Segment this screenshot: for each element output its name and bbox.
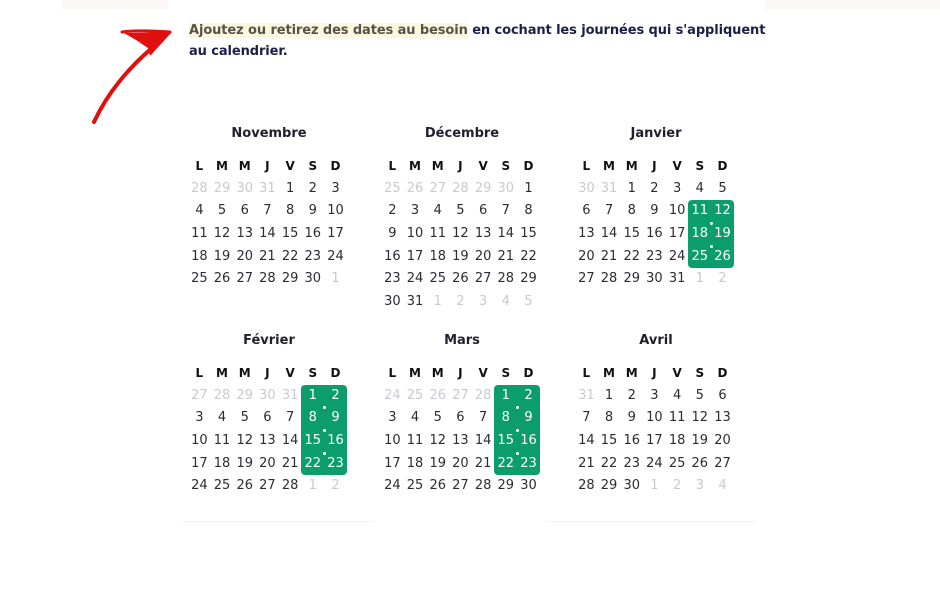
- weekday-header: V: [285, 366, 295, 380]
- day-cell[interactable]: 8: [524, 203, 533, 219]
- weekday-header: D: [717, 159, 728, 173]
- weekday-header: M: [238, 159, 251, 173]
- day-grid: [381, 155, 543, 314]
- day-cell-selected[interactable]: 2: [324, 385, 347, 408]
- weekday-header: S: [501, 366, 511, 380]
- instruction-rest: en cochant les journées qui s'appliquent au calendrier.: [189, 23, 766, 59]
- day-cell[interactable]: 10: [191, 433, 208, 449]
- day-cell[interactable]: 1: [285, 180, 295, 196]
- day-cell-selected[interactable]: 1: [494, 385, 517, 408]
- day-cell[interactable]: 6: [582, 203, 591, 219]
- weekday-header: J: [652, 159, 657, 173]
- day-cell[interactable]: 17: [646, 433, 663, 449]
- day-cell[interactable]: 26: [429, 478, 446, 494]
- day-cell[interactable]: 2: [650, 180, 659, 196]
- instruction-text: [189, 20, 769, 62]
- weekday-header: V: [478, 366, 488, 380]
- weekday-header: M: [431, 366, 444, 380]
- day-cell[interactable]: 1: [524, 180, 533, 196]
- day-cell[interactable]: 16: [384, 248, 401, 264]
- day-grid: [575, 155, 737, 291]
- day-cell[interactable]: 28: [497, 271, 515, 287]
- day-cell[interactable]: 26: [691, 455, 709, 471]
- day-cell[interactable]: 30: [304, 271, 322, 287]
- day-cell[interactable]: 24: [327, 248, 344, 264]
- day-grid: [188, 362, 350, 498]
- day-cell[interactable]: 22: [281, 248, 299, 264]
- day-cell-other-month: 1: [433, 294, 442, 310]
- day-cell[interactable]: 30: [646, 271, 663, 287]
- day-cell[interactable]: 27: [236, 271, 253, 287]
- day-cell[interactable]: 20: [236, 248, 253, 264]
- day-cell[interactable]: 12: [691, 410, 709, 426]
- month-title: Mars: [444, 333, 480, 348]
- day-cell[interactable]: 14: [259, 226, 276, 242]
- day-cell[interactable]: 31: [668, 271, 686, 287]
- month-title: Janvier: [630, 126, 682, 141]
- day-cell[interactable]: 6: [718, 387, 727, 403]
- day-cell[interactable]: 7: [501, 203, 510, 219]
- day-cell[interactable]: 8: [285, 203, 295, 219]
- day-cell[interactable]: 1: [604, 387, 614, 403]
- day-cell-other-month: 27: [191, 387, 208, 403]
- weekday-header: M: [603, 159, 615, 173]
- day-cell[interactable]: 18: [406, 455, 424, 471]
- top-banner-right: [765, 0, 940, 9]
- weekday-header: D: [330, 159, 341, 173]
- day-cell[interactable]: 19: [429, 455, 446, 471]
- day-cell[interactable]: 15: [600, 433, 618, 449]
- day-cell[interactable]: 16: [304, 226, 322, 242]
- weekday-header: D: [523, 159, 534, 173]
- day-cell-selected[interactable]: 9: [517, 407, 540, 430]
- day-cell[interactable]: 19: [213, 248, 231, 264]
- day-cell[interactable]: 11: [429, 226, 446, 242]
- day-cell-selected[interactable]: 1: [301, 385, 324, 408]
- day-cell-other-month: 24: [384, 387, 401, 403]
- day-cell[interactable]: 3: [672, 180, 682, 196]
- weekday-header: L: [195, 366, 204, 380]
- day-cell-other-month: 2: [718, 271, 727, 287]
- day-cell[interactable]: 13: [578, 226, 595, 242]
- day-cell[interactable]: 28: [259, 271, 276, 287]
- day-cell-selected[interactable]: 18: [688, 223, 711, 246]
- day-cell-selected[interactable]: 12: [711, 200, 734, 223]
- day-cell[interactable]: 22: [623, 248, 640, 264]
- day-cell[interactable]: 27: [714, 455, 731, 471]
- day-cell[interactable]: 22: [520, 248, 537, 264]
- day-cell[interactable]: 20: [714, 433, 731, 449]
- day-cell-other-month: 2: [456, 294, 465, 310]
- weekday-header: S: [695, 366, 705, 380]
- top-banner-left: [62, 0, 168, 9]
- day-cell[interactable]: 10: [668, 203, 686, 219]
- day-cell-other-month: 3: [695, 478, 704, 494]
- month-calendar: [575, 332, 737, 498]
- day-cell[interactable]: 21: [474, 455, 492, 471]
- month-calendar: [381, 125, 543, 314]
- day-cell[interactable]: 21: [281, 455, 299, 471]
- month-title: Avril: [639, 333, 673, 348]
- day-cell[interactable]: 5: [695, 387, 704, 403]
- day-cell[interactable]: 21: [600, 248, 618, 264]
- day-cell[interactable]: 9: [308, 203, 317, 219]
- day-cell-selected[interactable]: 23: [324, 453, 347, 476]
- day-cell[interactable]: 24: [646, 455, 663, 471]
- day-cell-other-month: 2: [331, 478, 340, 494]
- weekday-header: M: [603, 366, 615, 380]
- day-cell[interactable]: 18: [213, 455, 231, 471]
- day-cell-other-month: 30: [259, 387, 276, 403]
- weekday-header: M: [431, 159, 444, 173]
- weekday-header: J: [458, 159, 463, 173]
- day-cell-other-month: 1: [331, 271, 340, 287]
- weekday-header: M: [216, 366, 228, 380]
- weekday-header: L: [388, 159, 397, 173]
- weekday-header: V: [672, 159, 682, 173]
- day-cell[interactable]: 27: [578, 271, 595, 287]
- weekday-header: V: [672, 366, 682, 380]
- day-cell-selected[interactable]: 22: [494, 453, 517, 476]
- day-cell[interactable]: 17: [191, 455, 208, 471]
- day-cell[interactable]: 30: [384, 294, 401, 310]
- day-cell-selected[interactable]: 16: [517, 430, 540, 453]
- day-cell[interactable]: 2: [627, 387, 636, 403]
- day-cell[interactable]: 18: [668, 433, 686, 449]
- day-cell[interactable]: 14: [600, 226, 618, 242]
- day-cell[interactable]: 22: [600, 455, 618, 471]
- day-cell[interactable]: 7: [604, 203, 614, 219]
- day-cell[interactable]: 25: [213, 478, 231, 494]
- day-cell-other-month: 1: [650, 478, 659, 494]
- day-cell-selected[interactable]: 9: [324, 407, 347, 430]
- weekday-header: D: [717, 366, 728, 380]
- day-cell[interactable]: 13: [259, 433, 276, 449]
- weekday-header: J: [265, 159, 270, 173]
- day-cell[interactable]: 11: [213, 433, 231, 449]
- day-cell-selected[interactable]: 25: [688, 246, 711, 269]
- weekday-header: L: [388, 366, 397, 380]
- day-cell[interactable]: 12: [452, 226, 469, 242]
- day-cell-other-month: 27: [452, 387, 469, 403]
- day-cell-other-month: 27: [429, 180, 446, 196]
- day-cell[interactable]: 29: [623, 271, 640, 287]
- day-cell[interactable]: 16: [646, 226, 663, 242]
- day-cell-selected[interactable]: 8: [301, 407, 324, 430]
- day-cell[interactable]: 14: [497, 226, 515, 242]
- weekday-header: S: [501, 159, 511, 173]
- day-cell[interactable]: 26: [213, 271, 231, 287]
- day-cell[interactable]: 8: [627, 203, 636, 219]
- weekday-header: L: [582, 366, 591, 380]
- day-cell[interactable]: 25: [191, 271, 208, 287]
- day-cell[interactable]: 20: [578, 248, 595, 264]
- day-cell-other-month: 25: [406, 387, 424, 403]
- day-cell[interactable]: 21: [259, 248, 276, 264]
- day-cell-other-month: 31: [281, 387, 299, 403]
- day-cell-other-month: 28: [474, 387, 492, 403]
- day-cell-other-month: 4: [718, 478, 727, 494]
- month-title: Novembre: [231, 126, 307, 141]
- day-cell[interactable]: 13: [714, 410, 731, 426]
- day-cell[interactable]: 10: [384, 433, 401, 449]
- day-cell[interactable]: 27: [474, 271, 492, 287]
- day-cell[interactable]: 26: [452, 271, 469, 287]
- weekday-header: J: [652, 366, 657, 380]
- day-cell[interactable]: 20: [452, 455, 469, 471]
- weekday-header: M: [625, 366, 638, 380]
- day-cell[interactable]: 19: [452, 248, 469, 264]
- weekday-header: M: [238, 366, 251, 380]
- weekday-header: J: [265, 366, 270, 380]
- weekday-header: S: [308, 366, 318, 380]
- weekday-header: L: [195, 159, 204, 173]
- day-cell-other-month: 28: [452, 180, 469, 196]
- day-cell[interactable]: 25: [406, 478, 424, 494]
- day-cell[interactable]: 14: [474, 433, 492, 449]
- day-cell[interactable]: 21: [578, 455, 595, 471]
- day-cell[interactable]: 29: [600, 478, 618, 494]
- red-arrow-icon: [88, 26, 178, 126]
- day-cell-other-month: 31: [578, 387, 595, 403]
- day-cell[interactable]: 6: [456, 410, 465, 426]
- day-cell[interactable]: 5: [240, 410, 249, 426]
- month-calendar: [188, 125, 350, 291]
- day-cell[interactable]: 4: [695, 180, 704, 196]
- day-cell[interactable]: 19: [691, 433, 709, 449]
- day-cell[interactable]: 12: [429, 433, 446, 449]
- day-cell[interactable]: 4: [672, 387, 682, 403]
- month-calendar: [381, 332, 543, 498]
- month-title: Décembre: [424, 126, 500, 141]
- month-title: Février: [243, 333, 295, 348]
- day-cell[interactable]: 23: [646, 248, 663, 264]
- day-cell-selected[interactable]: 22: [301, 453, 324, 476]
- day-cell[interactable]: 11: [191, 226, 208, 242]
- weekday-header: V: [478, 159, 488, 173]
- weekday-header: S: [308, 159, 318, 173]
- day-cell[interactable]: 24: [668, 248, 686, 264]
- day-cell[interactable]: 3: [410, 203, 420, 219]
- day-cell[interactable]: 7: [285, 410, 295, 426]
- day-cell-other-month: 4: [501, 294, 510, 310]
- day-cell[interactable]: 11: [668, 410, 686, 426]
- day-cell[interactable]: 12: [213, 226, 231, 242]
- day-cell[interactable]: 28: [578, 478, 595, 494]
- day-cell[interactable]: 6: [240, 203, 249, 219]
- day-cell[interactable]: 5: [217, 203, 227, 219]
- day-cell[interactable]: 17: [384, 455, 401, 471]
- day-cell[interactable]: 26: [236, 478, 253, 494]
- day-cell[interactable]: 27: [259, 478, 276, 494]
- day-cell[interactable]: 6: [478, 203, 488, 219]
- day-cell[interactable]: 18: [191, 248, 208, 264]
- day-cell[interactable]: 11: [406, 433, 424, 449]
- weekday-header: M: [409, 366, 421, 380]
- day-cell[interactable]: 9: [388, 226, 397, 242]
- day-cell[interactable]: 15: [281, 226, 299, 242]
- divider-line: [183, 521, 375, 522]
- day-cell[interactable]: 4: [433, 203, 442, 219]
- day-cell-selected[interactable]: 8: [494, 407, 517, 430]
- day-cell[interactable]: 4: [195, 203, 204, 219]
- day-cell[interactable]: 12: [236, 433, 253, 449]
- day-cell[interactable]: 23: [623, 455, 640, 471]
- day-cell-selected[interactable]: 15: [494, 430, 517, 453]
- day-cell-other-month: 26: [429, 387, 446, 403]
- day-cell-other-month: 5: [524, 294, 533, 310]
- day-cell[interactable]: 3: [388, 410, 397, 426]
- day-cell-selected[interactable]: 19: [711, 223, 734, 246]
- day-cell[interactable]: 28: [281, 478, 299, 494]
- day-grid: [188, 155, 350, 291]
- weekday-header: M: [409, 159, 421, 173]
- weekday-header: M: [625, 159, 638, 173]
- day-cell[interactable]: 6: [263, 410, 272, 426]
- day-cell[interactable]: 7: [263, 203, 272, 219]
- day-cell[interactable]: 24: [384, 478, 401, 494]
- day-cell[interactable]: 10: [406, 226, 424, 242]
- day-cell-other-month: 30: [497, 180, 515, 196]
- day-cell[interactable]: 30: [623, 478, 640, 494]
- day-cell-other-month: 31: [600, 180, 618, 196]
- day-cell-other-month: 1: [695, 271, 704, 287]
- day-cell-other-month: 3: [478, 294, 488, 310]
- day-cell[interactable]: 5: [718, 180, 727, 196]
- day-cell[interactable]: 13: [236, 226, 253, 242]
- weekday-header: D: [330, 366, 341, 380]
- day-cell-other-month: 25: [384, 180, 401, 196]
- month-calendar: [188, 332, 350, 498]
- day-cell-other-month: 28: [191, 180, 208, 196]
- day-cell[interactable]: 1: [627, 180, 636, 196]
- weekday-header: S: [695, 159, 705, 173]
- day-cell[interactable]: 9: [627, 410, 636, 426]
- instruction-highlight: Ajoutez ou retirez des dates au besoin: [189, 23, 468, 38]
- day-cell[interactable]: 4: [410, 410, 420, 426]
- day-cell-selected[interactable]: 15: [301, 430, 324, 453]
- day-cell[interactable]: 17: [327, 226, 344, 242]
- day-cell[interactable]: 18: [429, 248, 446, 264]
- day-cell[interactable]: 29: [520, 271, 537, 287]
- day-cell[interactable]: 29: [497, 478, 515, 494]
- day-cell[interactable]: 9: [650, 203, 659, 219]
- day-cell[interactable]: 23: [384, 271, 401, 287]
- weekday-header: L: [582, 159, 591, 173]
- weekday-header: D: [523, 366, 534, 380]
- day-cell[interactable]: 4: [217, 410, 227, 426]
- day-cell-other-month: 30: [236, 180, 253, 196]
- day-cell[interactable]: 17: [406, 248, 424, 264]
- day-cell-selected[interactable]: 16: [324, 430, 347, 453]
- day-cell[interactable]: 13: [452, 433, 469, 449]
- day-grid: [381, 362, 543, 498]
- day-grid: [575, 362, 737, 498]
- day-cell[interactable]: 14: [281, 433, 299, 449]
- day-cell[interactable]: 2: [308, 180, 317, 196]
- day-cell[interactable]: 3: [331, 180, 340, 196]
- day-cell[interactable]: 28: [600, 271, 618, 287]
- day-cell[interactable]: 27: [452, 478, 469, 494]
- month-calendar: [575, 125, 737, 291]
- day-cell-other-month: 29: [213, 180, 231, 196]
- day-cell[interactable]: 31: [406, 294, 424, 310]
- day-cell[interactable]: 24: [406, 271, 424, 287]
- day-cell-other-month: 31: [259, 180, 276, 196]
- day-cell[interactable]: 20: [474, 248, 492, 264]
- day-cell[interactable]: 3: [195, 410, 204, 426]
- day-cell[interactable]: 13: [474, 226, 492, 242]
- day-cell[interactable]: 24: [191, 478, 208, 494]
- day-cell-selected[interactable]: 11: [688, 200, 711, 223]
- day-cell[interactable]: 10: [327, 203, 344, 219]
- day-cell[interactable]: 7: [478, 410, 488, 426]
- day-cell[interactable]: 5: [433, 410, 442, 426]
- day-cell[interactable]: 23: [304, 248, 322, 264]
- day-cell-other-month: 29: [474, 180, 492, 196]
- day-cell[interactable]: 14: [578, 433, 595, 449]
- day-cell-other-month: 29: [236, 387, 253, 403]
- day-cell[interactable]: 7: [582, 410, 591, 426]
- day-cell-selected[interactable]: 2: [517, 385, 540, 408]
- day-cell-other-month: 26: [406, 180, 424, 196]
- day-cell[interactable]: 25: [668, 455, 686, 471]
- day-cell[interactable]: 21: [497, 248, 515, 264]
- day-cell-other-month: 1: [308, 478, 317, 494]
- day-cell[interactable]: 28: [474, 478, 492, 494]
- day-cell-selected[interactable]: 23: [517, 453, 540, 476]
- day-cell[interactable]: 19: [236, 455, 253, 471]
- day-cell[interactable]: 30: [520, 478, 537, 494]
- weekday-header: M: [216, 159, 228, 173]
- day-cell[interactable]: 16: [623, 433, 640, 449]
- day-cell[interactable]: 15: [623, 226, 640, 242]
- day-cell[interactable]: 10: [646, 410, 663, 426]
- day-cell[interactable]: 2: [388, 203, 397, 219]
- day-cell-selected[interactable]: 26: [711, 246, 734, 269]
- day-cell[interactable]: 17: [668, 226, 686, 242]
- day-cell-other-month: 30: [578, 180, 595, 196]
- day-cell[interactable]: 8: [604, 410, 614, 426]
- day-cell-other-month: 28: [213, 387, 231, 403]
- weekday-header: J: [458, 366, 463, 380]
- day-cell[interactable]: 15: [520, 226, 537, 242]
- weekday-header: V: [285, 159, 295, 173]
- day-cell[interactable]: 20: [259, 455, 276, 471]
- day-cell[interactable]: 5: [456, 203, 465, 219]
- day-cell[interactable]: 29: [281, 271, 299, 287]
- divider-line: [545, 521, 757, 522]
- day-cell[interactable]: 3: [650, 387, 659, 403]
- day-cell-other-month: 2: [672, 478, 682, 494]
- day-cell[interactable]: 25: [429, 271, 446, 287]
